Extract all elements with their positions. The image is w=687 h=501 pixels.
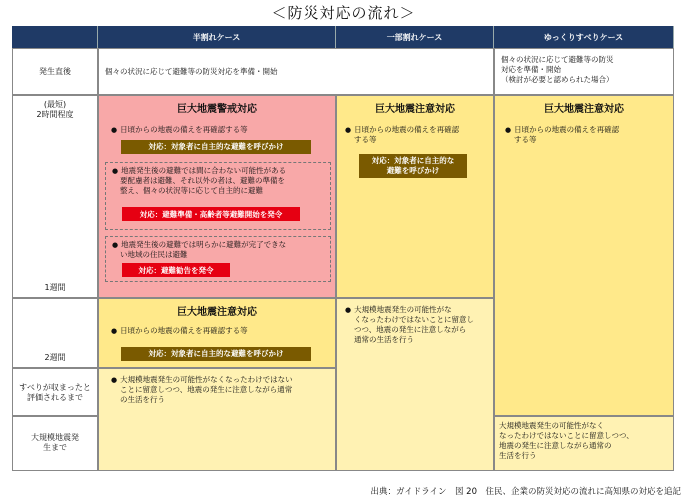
keikai-tag-1: 対応：対象者に自主的な避難を呼びかけ — [121, 140, 311, 154]
normal-yukkuri-text: 大規模地震発生の可能性がなく — [499, 421, 604, 430]
normal-yukkuri-text: 地震の発生に注意しながら通常の — [499, 441, 612, 450]
normal-ichibu-text: ● 大規模地震発生の可能性がな — [345, 305, 493, 315]
chuui-hanware-heading: 巨大地震注意対応 — [177, 307, 257, 318]
normal-ichibu-text: 通常の生活を行う — [354, 335, 414, 344]
keikai-tag-2: 対応：避難準備・高齢者等避難開始を発令 — [122, 207, 300, 221]
chuui-yukkuri-bullet: ● 日頃からの地震の備えを再確認 — [505, 125, 673, 135]
keikai-bullet-2-cont: 整え、個々の状況等に応じて自主的に避難 — [120, 186, 263, 195]
chuui-ichibu-tag-line: 避難を呼びかけ — [386, 166, 440, 175]
keikai-tag-3: 対応：避難勧告を発令 — [122, 263, 230, 277]
normal-ichibu-text: つつ、地震の発生に注意しながら — [354, 325, 467, 334]
normal-hanware-panel — [98, 368, 336, 471]
immediate-text: 対応を準備・開始 — [501, 65, 561, 74]
chuui-yukkuri-panel — [494, 95, 674, 416]
normal-hanware-text: の生活を行う — [120, 395, 165, 404]
row-label-2week — [12, 298, 98, 368]
source-caption: 出典：ガイドライン 図 20 住民、企業の防災対応の流れに高知県の対応を追記 — [370, 487, 681, 497]
row-label-text: 発生直後 — [39, 67, 71, 76]
normal-hanware-text: ことに留意しつつ、地震の発生に注意しながら通常 — [120, 385, 293, 394]
row-label-until-quake — [12, 416, 98, 471]
row-label-1week: 1週間 — [44, 283, 66, 292]
keikai-bullet-2-cont: 要配慮者は避難、それ以外の者は、避難の準備を — [120, 176, 285, 185]
header-ichibu: 一部割れケース — [336, 26, 494, 48]
header-hanware: 半割れケース — [98, 26, 336, 48]
row-label-text: 評価されるまで — [27, 393, 83, 402]
chuui-ichibu-bullet-cont: する等 — [354, 135, 377, 144]
keikai-bullet-3-cont: い地域の住民は避難 — [120, 250, 188, 259]
normal-yukkuri-text: なったわけではないことに留意しつつ、 — [499, 431, 634, 440]
immediate-yukkuri — [494, 48, 674, 95]
keikai-panel — [98, 95, 336, 298]
chuui-ichibu-bullet: ● 日頃からの地震の備えを再確認 — [345, 125, 493, 135]
normal-ichibu-text: くなったわけではないことに留意し — [354, 315, 474, 324]
row-label-text: 生まで — [43, 443, 67, 452]
row-label-slip — [12, 368, 98, 416]
chuui-ichibu-tag — [359, 154, 467, 178]
row-label-text: すべりが収まったと — [19, 383, 91, 392]
immediate-hanware-ichibu — [98, 48, 494, 95]
chuui-hanware-panel — [98, 298, 336, 368]
chuui-yukkuri-heading: 巨大地震注意対応 — [544, 104, 624, 115]
normal-yukkuri-panel — [494, 416, 674, 471]
normal-yukkuri-text: 生活を行う — [499, 451, 537, 460]
normal-hanware-text: ● 大規模地震発生の可能性がなくなったわけではない — [111, 375, 335, 385]
keikai-bullet-2: ● 地震発生後の避難では間に合わない可能性がある — [112, 166, 330, 176]
chuui-ichibu-heading: 巨大地震注意対応 — [375, 104, 455, 115]
immediate-text: 個々の状況に応じて避難等の防災 — [501, 55, 614, 64]
header-yukkuri: ゆっくりすべりケース — [494, 26, 674, 48]
chuui-ichibu-tag-line: 対応：対象者に自主的な — [371, 156, 455, 165]
row-label-text: (最短) — [43, 100, 67, 109]
row-label-text: 大規模地震発 — [31, 433, 79, 442]
row-label-2h — [12, 95, 98, 298]
row-label-text: 2週間 — [44, 353, 66, 362]
chuui-hanware-tag: 対応：対象者に自主的な避難を呼びかけ — [121, 347, 311, 361]
keikai-dashed-box-1 — [105, 162, 331, 230]
chuui-ichibu-panel — [336, 95, 494, 298]
keikai-bullet-3: ● 地震発生後の避難では明らかに避難が完了できな — [112, 240, 330, 250]
chuui-yukkuri-bullet-cont: する等 — [514, 135, 537, 144]
row-label-immediate — [12, 48, 98, 95]
header-blank — [12, 26, 98, 48]
row-label-text: 2時間程度 — [36, 110, 74, 119]
immediate-text: 個々の状況に応じて避難等の防災対応を準備・開始 — [105, 67, 278, 76]
page-title: ＜防災対応の流れ＞ — [271, 4, 416, 22]
keikai-bullet-1: ● 日頃からの地震の備えを再確認する等 — [111, 125, 335, 135]
keikai-dashed-box-2 — [105, 236, 331, 282]
normal-ichibu-panel — [336, 298, 494, 471]
immediate-text: （検討が必要と認められた場合） — [501, 75, 614, 84]
chuui-hanware-bullet: ● 日頃からの地震の備えを再確認する等 — [111, 326, 335, 336]
keikai-heading: 巨大地震警戒対応 — [177, 104, 257, 115]
